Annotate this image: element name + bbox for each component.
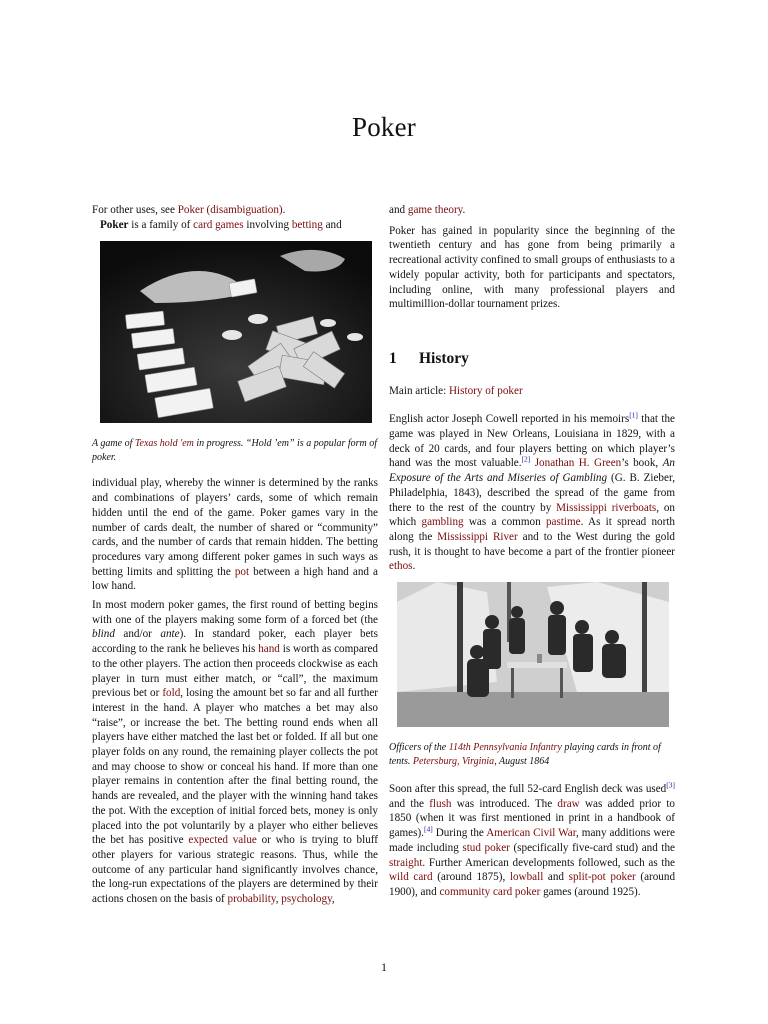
section-number: 1 xyxy=(389,349,397,367)
ref-4[interactable]: [4] xyxy=(423,824,433,834)
link-fold[interactable]: fold xyxy=(162,687,181,700)
link-betting[interactable]: betting xyxy=(291,218,323,231)
caption-text: playing cards in front of tents. xyxy=(389,742,661,767)
body-text: . xyxy=(462,204,466,216)
link-ethos[interactable]: ethos xyxy=(389,560,413,573)
body-text: and to the West during the gold rush, it is thought to have become a part of the frontier pioneer xyxy=(389,530,675,558)
link-hand[interactable]: hand xyxy=(258,643,280,656)
body-text: is worth as compared to the other players. The action then proceeds clockwise as each player in turn must either match, or “call”, the maximum previous bet or xyxy=(92,643,378,700)
body-text: (around 1875), xyxy=(432,871,510,884)
book-title: An Exposure of the Arts and Miseries of Gambling xyxy=(389,457,676,485)
body-text: . As it spread north along the xyxy=(389,516,675,543)
link-split-pot-poker[interactable]: split-pot poker xyxy=(568,871,636,884)
page-number: 1 xyxy=(381,960,387,974)
link-draw[interactable]: draw xyxy=(557,797,580,810)
link-texas-holdem[interactable]: Texas hold 'em xyxy=(134,438,194,450)
figure2-caption xyxy=(389,741,675,768)
body-text: ). In standard poker, each player bets according to the rank he believes his xyxy=(92,628,378,656)
link-pastime[interactable]: pastime xyxy=(545,516,581,529)
ref-3[interactable]: [3] xyxy=(666,780,675,790)
link-flush[interactable]: flush xyxy=(429,797,452,810)
body-text: , xyxy=(275,893,282,906)
intro-paragraph xyxy=(92,218,378,233)
link-pot[interactable]: pot xyxy=(234,565,250,578)
intro-text: is a family of xyxy=(128,218,194,231)
body-text: was added prior to 1850 (when it was first mentioned in print in a handbook of games). xyxy=(389,797,675,840)
body-text: During the xyxy=(432,827,487,840)
caption-text: , August 1864 xyxy=(494,755,550,767)
link-petersburg-virginia[interactable]: Petersburg, Virginia xyxy=(412,755,495,767)
body-text: ’s book, xyxy=(621,457,663,470)
left-column xyxy=(92,203,378,907)
spread-paragraph xyxy=(389,782,675,900)
link-probability[interactable]: probability xyxy=(227,893,276,906)
page-title: Poker xyxy=(352,112,416,142)
popularity-paragraph: Poker has gained in popularity since the beginning of the twentieth century and has gone from being primarily a recreational activity confined to small groups of enthusiasts to a widely popular activity, both for participants and spectators, including online, with many professional players and multimillion-dollar tournament prizes. xyxy=(389,224,675,311)
body-text: and xyxy=(543,871,569,884)
body-text: (around 1900), and xyxy=(389,871,676,898)
body-text: was introduced. The xyxy=(451,797,558,810)
continuation-line xyxy=(389,203,675,218)
link-mississippi-riverboats[interactable]: Mississippi riverboats xyxy=(556,501,657,514)
link-psychology[interactable]: psychology xyxy=(281,893,332,906)
link-history-of-poker[interactable]: History of poker xyxy=(449,384,523,397)
link-stud-poker[interactable]: stud poker xyxy=(462,841,510,854)
body-text: and the xyxy=(389,797,430,810)
figure1-caption xyxy=(92,437,378,464)
intro-text: and xyxy=(322,218,342,231)
body-text: individual play, whereby the winner is determined by the ranks and combinations of players’ cards, some of which remain hidden until the end of the game. Poker games vary in the number of cards dealt, the number of shared or “community” cards, and the number of cards that remain hidden. The betting procedures vary among different poker games in such ways as betting limits and splitting the xyxy=(92,477,378,578)
caption-text: A game of xyxy=(92,438,135,450)
body-text: games (around 1925). xyxy=(540,885,641,898)
section-title: History xyxy=(419,349,469,367)
hatnote xyxy=(92,203,378,218)
ref-2[interactable]: [2] xyxy=(521,454,531,464)
body-text: In most modern poker games, the first round of betting begins with one of the players making some form of a forced bet (the xyxy=(92,599,378,626)
body-text: . xyxy=(412,560,416,573)
link-jonathan-green[interactable]: Jonathan H. Green xyxy=(534,457,622,470)
body-paragraph-2 xyxy=(92,598,378,907)
body-text: and xyxy=(389,204,408,216)
right-column xyxy=(389,203,675,900)
link-straight[interactable]: straight xyxy=(389,856,423,869)
ref-1[interactable]: [1] xyxy=(629,410,638,420)
body-text: English actor Joseph Cowell reported in his memoirs xyxy=(389,413,630,426)
caption-text: Officers of the xyxy=(389,742,449,754)
main-article-prefix: Main article: xyxy=(389,384,450,397)
term-ante: ante xyxy=(160,628,180,641)
intro-bold-term: Poker xyxy=(100,218,129,231)
term-blind: blind xyxy=(92,628,115,641)
link-lowball[interactable]: lowball xyxy=(509,871,544,884)
link-community-card-poker[interactable]: community card poker xyxy=(439,885,541,898)
link-poker-disambiguation[interactable]: Poker (disambiguation) xyxy=(177,204,283,216)
link-gambling[interactable]: gambling xyxy=(421,516,464,529)
figure-officers-photo xyxy=(397,582,669,727)
link-wild-card[interactable]: wild card xyxy=(389,871,433,884)
caption-text: in progress. “Hold ’em” is a popular form of poker. xyxy=(92,438,378,463)
link-card-games[interactable]: card games xyxy=(193,218,244,231)
intro-text: involving xyxy=(243,218,292,231)
body-text: and/or xyxy=(114,628,161,641)
figure-texas-holdem-photo xyxy=(100,241,372,423)
link-game-theory[interactable]: game theory xyxy=(407,204,463,216)
body-text: , on which xyxy=(389,501,675,529)
history-paragraph xyxy=(389,412,675,574)
body-text: (G. B. Zieber, Philadelphia, 1843), described the spread of the game from there to the rest of the country by xyxy=(389,472,675,514)
main-article-note xyxy=(389,384,675,399)
hatnote-prefix: For other uses, see xyxy=(92,204,178,216)
body-text: , xyxy=(331,893,335,906)
body-text: between a high hand and a low hand. xyxy=(92,565,379,593)
body-paragraph-1 xyxy=(92,476,378,594)
section-heading-history xyxy=(389,349,675,367)
link-mississippi-river[interactable]: Mississippi River xyxy=(437,530,518,543)
body-text: , losing the amount bet so far and all further interest in the hand. A player who matches a bet may also “raise”, or increase the bet. The betting round ends when all players have either matched the last bet or folded. If all but one player folds on any round, the remaining player collects the pot and may choose to show or conceal his hand. If more than one player remains in contention after the final betting round, the hands are revealed, and the player with the winning hand takes the pot. With the exception of initial forced bets, money is only placed into the pot voluntarily by a player who either believes the bet has positive xyxy=(92,687,378,847)
link-114th-pennsylvania[interactable]: 114th Pennsylvania Infantry xyxy=(448,742,562,754)
body-text: was a common xyxy=(463,516,546,529)
link-expected-value[interactable]: expected value xyxy=(188,834,257,847)
body-text: or who is trying to bluff other players for various strategic reasons. Thus, while the outcome of any particular hand significantly involves chance, the long-run expectations of the players are determined by their actions chosen on the basis of xyxy=(92,834,378,906)
body-text: , many additions were made including xyxy=(389,827,675,854)
body-text: (specifically five-card stud) and the xyxy=(509,841,675,854)
body-text: Soon after this spread, the full 52-card English deck was used xyxy=(389,783,667,796)
hatnote-suffix: . xyxy=(282,204,286,216)
link-american-civil-war[interactable]: American Civil War xyxy=(486,827,577,840)
body-text: that the game was played in New Orleans, Louisiana in 1829, with a deck of 20 cards, and four players betting on which player’s hand was the most valuable. xyxy=(389,413,675,470)
body-text: . Further American developments followed, such as the xyxy=(422,856,675,869)
